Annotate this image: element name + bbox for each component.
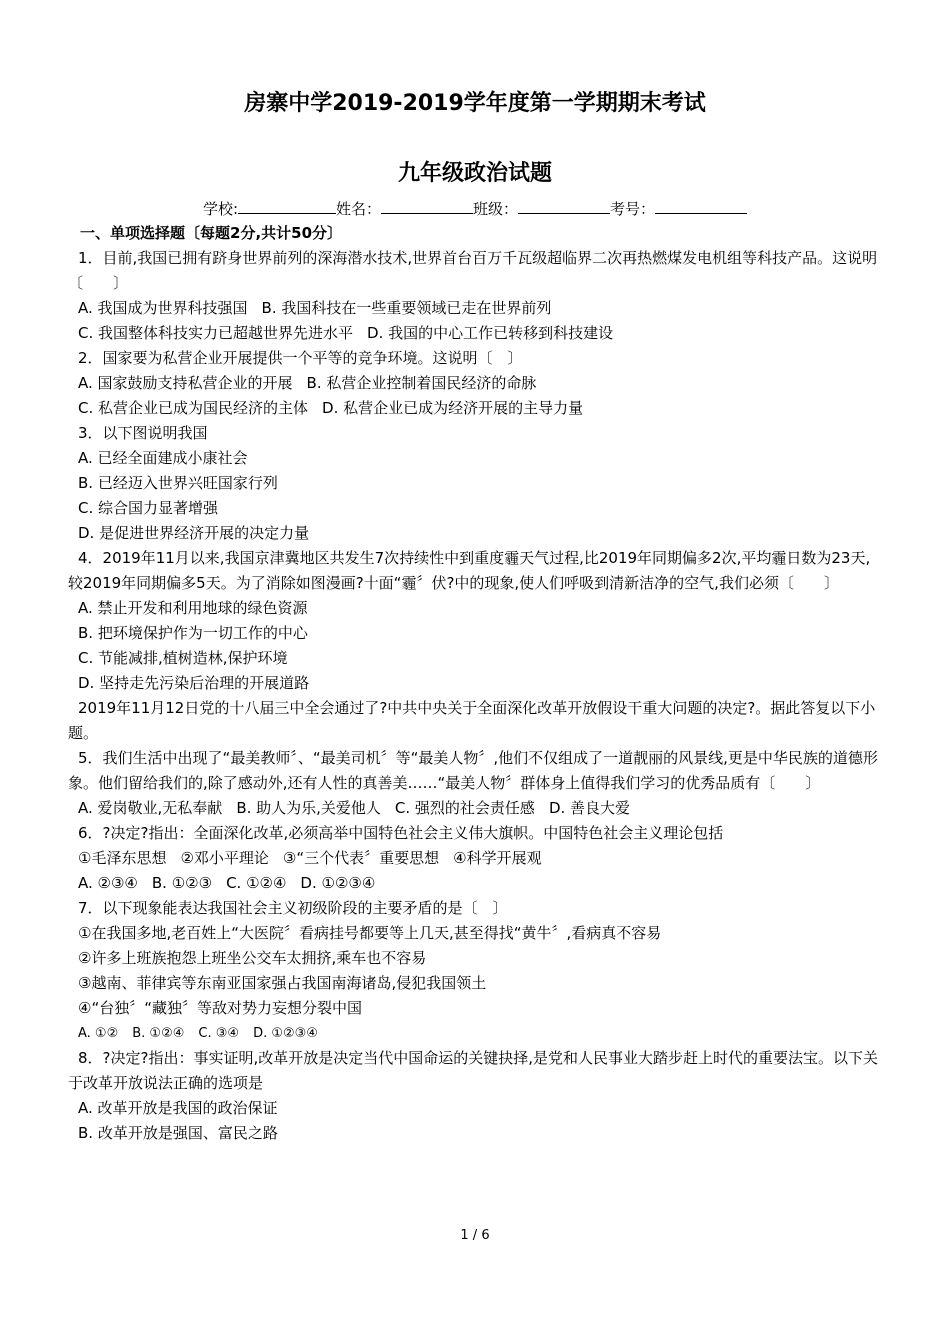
q8-option-a: A. 改革开放是我国的政治保证 <box>78 1099 278 1117</box>
question-group-intro: 2019年11月12日党的十八届三中全会通过了?中共中央关于全面深化改革开放假设干重大问题的决定?。据此答复以下小题。 <box>68 699 876 742</box>
q1-option-b: B. 我国科技在一些重要领域已走在世界前列 <box>261 299 552 317</box>
q3-option-a: A. 已经全面建成小康社会 <box>78 449 248 467</box>
question-6-items <box>68 846 883 871</box>
question-2-stem: 2．国家要为私营企业开展提供一个平等的竞争环境。这说明〔 〕 <box>78 349 523 367</box>
q2-option-a: A. 国家鼓励支持私营企业的开展 <box>78 374 293 392</box>
school-label: 学校: <box>202 200 238 218</box>
q7-option-a: A. ①② <box>78 1026 119 1041</box>
q7-option-d: D. ①②③④ <box>253 1026 318 1041</box>
q1-option-d: D. 我国的中心工作已转移到科技建设 <box>367 324 614 342</box>
q7-item-3: ③越南、菲律宾等东南亚国家强占我国南海诸岛,侵犯我国领土 <box>78 974 487 992</box>
page-indicator: 1 / 6 <box>460 1228 490 1243</box>
student-info-line <box>0 198 950 219</box>
question-6-options <box>68 871 883 896</box>
q3-option-c: C. 综合国力显著增强 <box>78 499 219 517</box>
question-4-stem: 4．2019年11月以来,我国京津冀地区共发生7次持续性中到重度霾天气过程,比2019年同期偏多2次,平均霾日数为23天,较2019年同期偏多5天。为了消除如图漫画?十面“霾〞伏?中的现象,使人们呼吸到清新洁净的空气,我们必须〔 〕 <box>68 549 871 592</box>
class-label: 班级： <box>473 200 519 218</box>
q7-option-b: B. ①②④ <box>132 1026 185 1041</box>
school-blank[interactable] <box>238 199 336 214</box>
q8-option-b: B. 改革开放是强国、富民之路 <box>78 1124 278 1142</box>
q2-option-b: B. 私营企业控制着国民经济的命脉 <box>306 374 537 392</box>
exam-subtitle: 九年级政治试题 <box>397 161 552 186</box>
question-6-stem: 6．?决定?指出：全面深化改革,必须高举中国特色社会主义伟大旗帜。中国特色社会主义理论包括 <box>78 824 724 842</box>
question-2-options-row1 <box>68 371 883 396</box>
q6-option-a: A. ②③④ <box>78 874 138 892</box>
question-7-options <box>68 1021 883 1046</box>
q4-option-b: B. 把环境保护作为一切工作的中心 <box>78 624 308 642</box>
section-title: 一、单项选择题〔每题2分,共计50分〕 <box>80 224 343 242</box>
q4-option-d: D. 坚持走先污染后治理的开展道路 <box>78 674 310 692</box>
q5-option-a: A. 爱岗敬业,无私奉献 <box>78 799 223 817</box>
exam-no-blank[interactable] <box>655 199 747 214</box>
question-3-stem: 3．以下图说明我国 <box>78 424 208 442</box>
q6-option-b: B. ①②③ <box>151 874 213 892</box>
q4-option-a: A. 禁止开发和利用地球的绿色资源 <box>78 599 308 617</box>
q1-option-a: A. 我国成为世界科技强国 <box>78 299 248 317</box>
q7-item-1: ①在我国多地,老百姓上“大医院〞看病挂号都要等上几天,甚至得找“黄牛〞,看病真不容易 <box>78 924 662 942</box>
q7-option-c: C. ③④ <box>198 1026 240 1041</box>
q6-item-3: ③“三个代表〞重要思想 <box>282 849 440 867</box>
name-label: 姓名： <box>336 200 382 218</box>
q6-item-4: ④科学开展观 <box>453 849 542 867</box>
questions-body <box>68 246 883 1146</box>
question-8-stem: 8．?决定?指出：事实证明,改革开放是决定当代中国命运的关键抉择,是党和人民事业大踏步赶上时代的重要法宝。以下关于改革开放说法正确的选项是 <box>68 1049 879 1092</box>
q3-option-b: B. 已经迈入世界兴旺国家行列 <box>78 474 278 492</box>
exam-title: 房寨中学2019-2019学年度第一学期期末考试 <box>244 91 706 116</box>
question-7-stem: 7．以下现象能表达我国社会主义初级阶段的主要矛盾的是〔 〕 <box>78 899 508 917</box>
name-blank[interactable] <box>381 199 473 214</box>
question-1-options-row2 <box>68 321 883 346</box>
question-5-stem: 5．我们生活中出现了“最美教师〞、“最美司机〞等“最美人物〞,他们不仅组成了一道靓丽的风景线,更是中华民族的道德形象。他们留给我们的,除了感动外,还有人性的真善美……“最美人物〞群体身上值得我们学习的优秀品质有〔 〕 <box>68 749 878 792</box>
class-blank[interactable] <box>518 199 610 214</box>
q6-item-2: ②邓小平理论 <box>180 849 269 867</box>
q6-option-c: C. ①②④ <box>226 874 287 892</box>
question-1-options-row1 <box>68 296 883 321</box>
q2-option-c: C. 私营企业已成为国民经济的主体 <box>78 399 309 417</box>
q7-item-4: ④“台独〞“藏独〞等敌对势力妄想分裂中国 <box>78 999 362 1017</box>
q6-item-1: ①毛泽东思想 <box>78 849 167 867</box>
q7-item-2: ②许多上班族抱怨上班坐公交车太拥挤,乘车也不容易 <box>78 949 427 967</box>
q1-option-c: C. 我国整体科技实力已超越世界先进水平 <box>78 324 354 342</box>
q3-option-d: D. 是促进世界经济开展的决定力量 <box>78 524 310 542</box>
question-5-options <box>68 796 883 821</box>
q5-option-d: D. 善良大爱 <box>548 799 631 817</box>
exam-no-label: 考号： <box>610 200 656 218</box>
q5-option-b: B. 助人为乐,关爱他人 <box>236 799 381 817</box>
question-2-options-row2 <box>68 396 883 421</box>
q4-option-c: C. 节能减排,植树造林,保护环境 <box>78 649 288 667</box>
q6-option-d: D. ①②③④ <box>300 874 376 892</box>
q5-option-c: C. 强烈的社会责任感 <box>394 799 535 817</box>
q2-option-d: D. 私营企业已成为经济开展的主导力量 <box>322 399 584 417</box>
question-1-stem: 1．目前,我国已拥有跻身世界前列的深海潜水技术,世界首台百万千瓦级超临界二次再热燃煤发电机组等科技产品。这说明〔 〕 <box>68 249 878 292</box>
